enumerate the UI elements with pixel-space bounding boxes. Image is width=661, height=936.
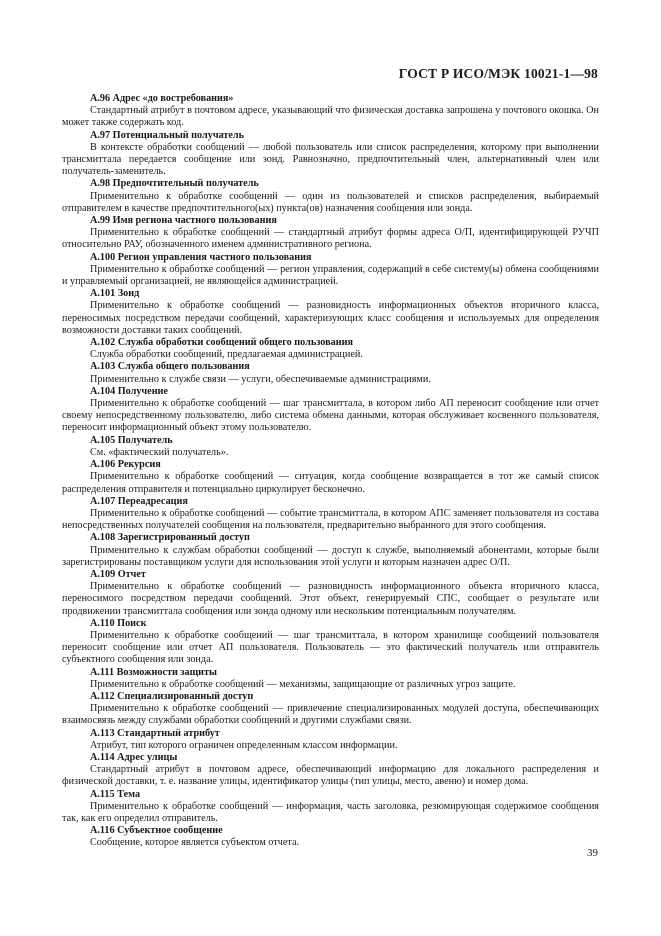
glossary-definition: Применительно к обработке сообщений — ситуация, когда сообщение возвращается в тот же самый список распределения отправителя и потенциально циркулирует бесконечно. xyxy=(62,471,599,495)
glossary-term: А.97 Потенциальный получатель xyxy=(90,129,245,141)
page-number: 39 xyxy=(587,847,598,859)
glossary-term: А.106 Рекурсия xyxy=(90,459,161,471)
glossary-definition: Применительно к обработке сообщений — регион управления, содержащий в себе систему(ы) обмена сообщениями и управляемый организацией, не являющейся администрацией. xyxy=(62,263,599,288)
glossary-term: А.111 Возможности защиты xyxy=(90,666,217,678)
glossary-definition: Применительно к обработке сообщений — механизмы, защищающие от различных угроз защите. xyxy=(90,678,516,690)
glossary-definition: См. «фактический получатель». xyxy=(90,446,229,458)
glossary-term: А.100 Регион управления частного пользования xyxy=(90,251,312,263)
glossary-definition: Применительно к обработке сообщений — один из пользователей и списков распределения, выбираемый отправителем в качестве предпочтительного(ых) пункта(ов) назначения сообщения или зонда. xyxy=(62,190,599,214)
glossary-definition: Стандартный атрибут в почтовом адресе, обеспечивающий информацию для локального распределения и физической доставки, т. е. название улицы, идентификатор улицы (тип улицы, место, авеню) и номер дома. xyxy=(62,764,599,788)
glossary-term: А.113 Стандартный атрибут xyxy=(90,727,220,739)
glossary-term: А.101 Зонд xyxy=(90,288,140,300)
glossary-definition: Применительно к обработке сообщений — шаг трансмиттала, в котором хранилище сообщений пользователя переносит сообщение или отчет АП пользователя. Пользователь — это фактический получатель или отправитель субъектного сообщения или зонда. xyxy=(62,629,599,666)
glossary-definition: Применительно к обработке сообщений — разновидность информационного объекта вторичного класса, переносимого посредством передачи сообщений. Этот объект, генерируемый СПС, сообщает о результате или продвижении трансмиттала сообщения или зонда одному или нескольким потенциальным получателям. xyxy=(62,581,599,617)
glossary-term: А.112 Специализированный доступ xyxy=(90,690,254,702)
glossary-term: А.115 Тема xyxy=(90,788,141,800)
glossary-definition: Атрибут, тип которого ограничен определенным классом информации. xyxy=(90,739,398,751)
glossary-term: А.104 Получение xyxy=(90,385,168,397)
glossary-term: А.105 Получатель xyxy=(90,434,173,446)
glossary-term: А.99 Имя региона частного пользования xyxy=(90,215,277,227)
glossary-definition: Служба обработки сообщений, предлагаемая администрацией. xyxy=(90,349,363,361)
glossary-term: А.96 Адрес «до востребования» xyxy=(90,93,234,104)
glossary-definition: Сообщение, которое является субъектом отчета. xyxy=(90,837,300,849)
glossary-definition: Применительно к службам обработки сообщений — доступ к службе, выполняемый абонентами, которые были зарегистрированы поставщиком услуги для использования этой услуги и которым назначен адрес О/П. xyxy=(62,544,599,568)
standard-header: ГОСТ Р ИСО/МЭК 10021-1—98 xyxy=(398,66,598,81)
glossary-term: А.110 Поиск xyxy=(90,617,147,629)
glossary-definition: Применительно к службе связи — услуги, обеспечиваемые администрациями. xyxy=(90,373,431,385)
glossary-definition: Применительно к обработке сообщений — шаг трансмиттала, в котором либо АП переносит сообщение или отчет своему непосредственному пользователю, либо система обмена данными, которая обслуживает косвенного пользователя, переносит информационный объект этому пользователю. xyxy=(62,398,599,434)
glossary-term: А.103 Служба общего пользования xyxy=(90,361,250,373)
glossary-term: А.108 Зарегистрированный доступ xyxy=(90,532,250,544)
glossary-term: А.114 Адрес улицы xyxy=(90,751,178,763)
glossary-term: А.116 Субъектное сообщение xyxy=(90,825,223,837)
glossary-definition: Применительно к обработке сообщений — событие трансмиттала, в котором АПС заменяет пользователя из состава непосредственных получателей сообщения на пользователя, предварительно выбранного для этого сообщения. xyxy=(62,507,599,532)
glossary-term: А.102 Служба обработки сообщений общего пользования xyxy=(90,337,353,349)
glossary-definition: В контексте обработки сообщений — любой пользователь или список распределения, которому при выполнении трансмиттала передается сообщение или зонд. Равнозначно, предпочтительный член, альтернативный член или получатель-заменитель. xyxy=(62,141,599,178)
glossary-content xyxy=(62,93,599,850)
glossary-definition: Применительно к обработке сообщений — информация, часть заголовка, резюмирующая содержимое сообщения так, как его определил отправитель. xyxy=(62,800,599,824)
glossary-term: А.109 Отчет xyxy=(90,568,146,580)
glossary-definition: Применительно к обработке сообщений — разновидность информационных объектов вторичного класса, переносимых посредством передачи сообщений, характеризующих класс сообщения и используемых для определения возможности доставки таких сообщений. xyxy=(62,300,599,336)
glossary-definition: Применительно к обработке сообщений — привлечение специализированных модулей доступа, обеспечивающих взаимосвязь между службами обработки сообщений и другими службами связи. xyxy=(62,703,599,727)
glossary-term: А.98 Предпочтительный получатель xyxy=(90,178,259,190)
glossary-definition: Применительно к обработке сообщений — стандартный атрибут формы адреса О/П, идентифицирующей РУЧП относительно РАУ, обозначенного именем административного региона. xyxy=(62,227,599,251)
glossary-term: А.107 Переадресация xyxy=(90,495,188,507)
glossary-definition: Стандартный атрибут в почтовом адресе, указывающий что физическая доставка запрошена у почтового окошка. Он может также содержать код. xyxy=(62,105,599,129)
